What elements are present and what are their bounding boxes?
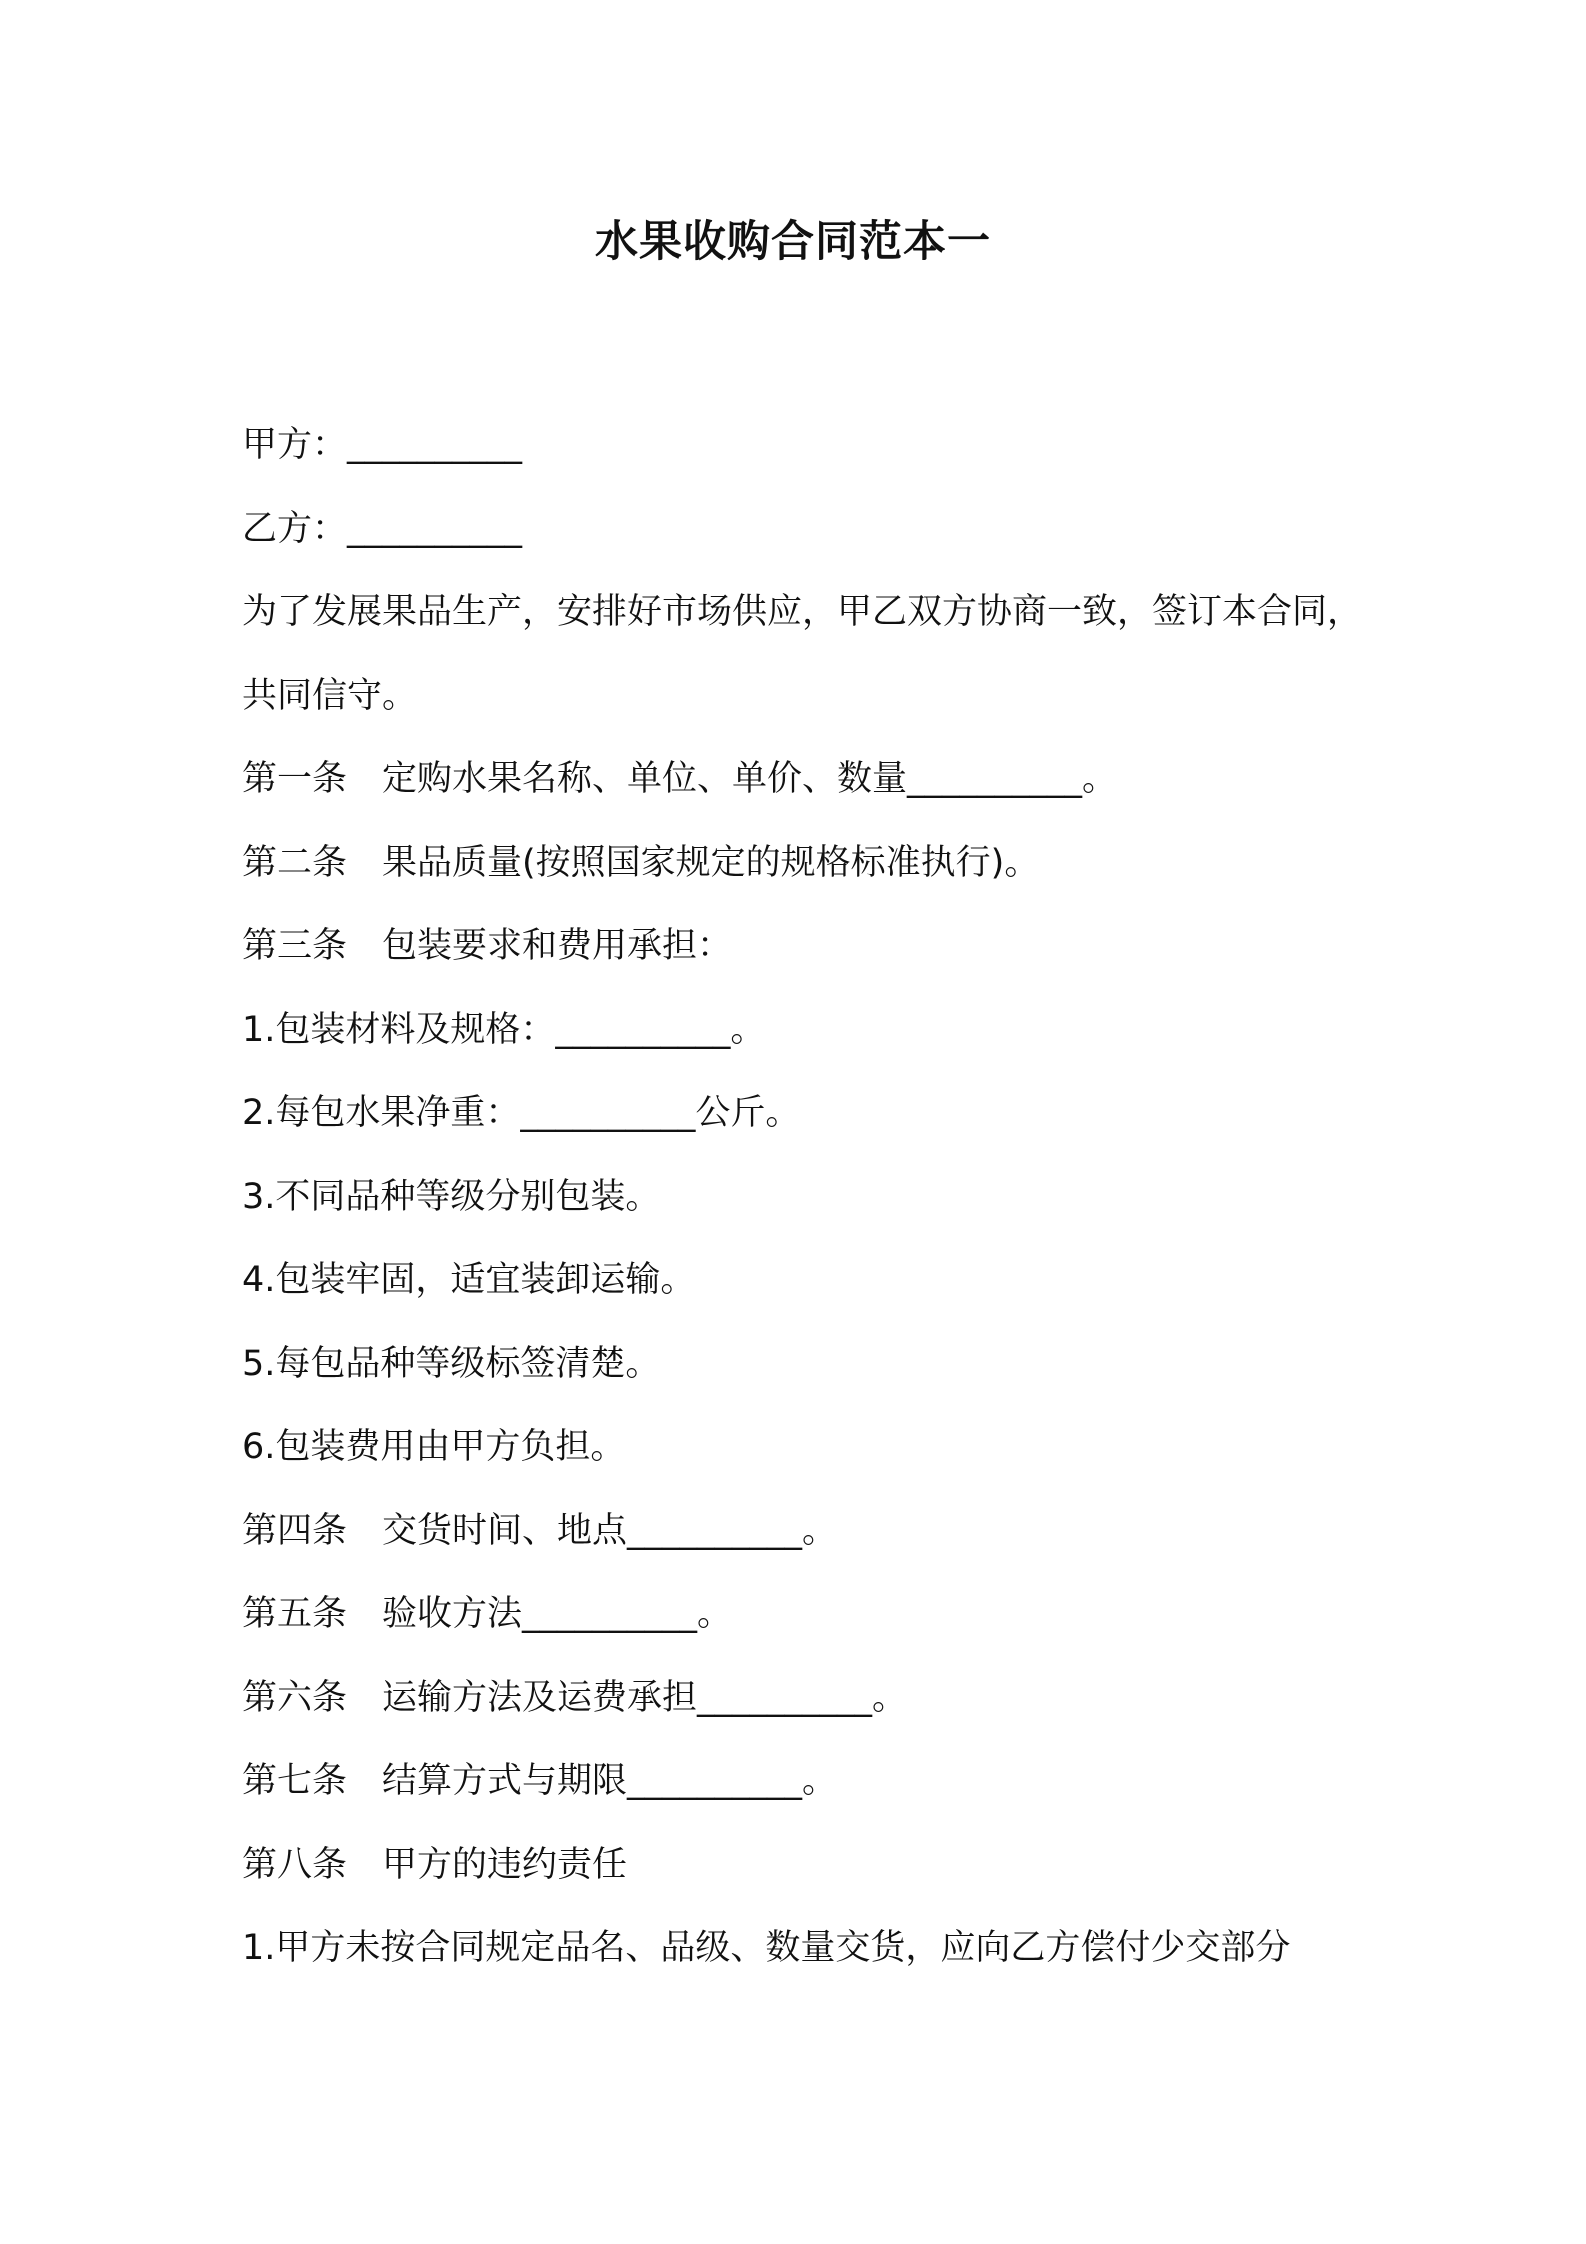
article-7-text: 结算方式与期限__________。	[382, 1761, 838, 1801]
article-3-text: 包装要求和费用承担：	[382, 926, 733, 966]
article-7-label: 第七条	[242, 1761, 348, 1801]
article-1-text: 定购水果名称、单位、单价、数量__________。	[382, 759, 1118, 799]
contract-body	[242, 404, 1362, 1991]
article-5-label: 第五条	[242, 1594, 348, 1634]
article-1	[242, 738, 1362, 822]
article-5-text: 验收方法__________。	[382, 1594, 733, 1634]
article-2-label: 第二条	[242, 842, 348, 883]
preamble-paragraph: 为了发展果品生产，安排好市场供应，甲乙双方协商一致，签订本合同，共同信守。	[242, 592, 1363, 716]
article-6-label: 第六条	[242, 1677, 348, 1718]
article-7	[242, 1740, 1362, 1824]
article-3-item: 3.不同品种等级分别包装。	[242, 1176, 661, 1217]
article-3-item: 6.包装费用由甲方负担。	[242, 1427, 626, 1467]
article-3-label: 第三条	[242, 926, 348, 966]
party-a-line: 甲方：__________	[242, 425, 523, 465]
article-2	[242, 822, 1362, 906]
article-8-item: 1.甲方未按合同规定品名、品级、数量交货，应向乙方偿付少交部分	[242, 1928, 1291, 1968]
article-4-label: 第四条	[242, 1510, 348, 1551]
article-3-item: 2.每包水果净重：__________公斤。	[242, 1093, 801, 1133]
article-3-item: 1.包装材料及规格：__________。	[242, 1009, 766, 1050]
party-b-line: 乙方：__________	[242, 508, 523, 549]
article-4-text: 交货时间、地点__________。	[382, 1510, 838, 1551]
article-8-text: 甲方的违约责任	[382, 1844, 628, 1885]
article-4	[242, 1490, 1362, 1574]
article-8-label: 第八条	[242, 1844, 348, 1885]
article-6	[242, 1657, 1362, 1741]
article-8	[242, 1824, 1362, 1908]
article-3-item: 5.每包品种等级标签清楚。	[242, 1343, 661, 1384]
article-5	[242, 1573, 1362, 1657]
article-3	[242, 905, 1362, 989]
document-title: 水果收购合同范本一	[595, 217, 991, 267]
article-1-label: 第一条	[242, 759, 348, 799]
article-2-text: 果品质量(按照国家规定的规格标准执行)。	[382, 842, 1040, 883]
article-3-item: 4.包装牢固，适宜装卸运输。	[242, 1260, 696, 1300]
article-6-text: 运输方法及运费承担__________。	[382, 1677, 908, 1718]
